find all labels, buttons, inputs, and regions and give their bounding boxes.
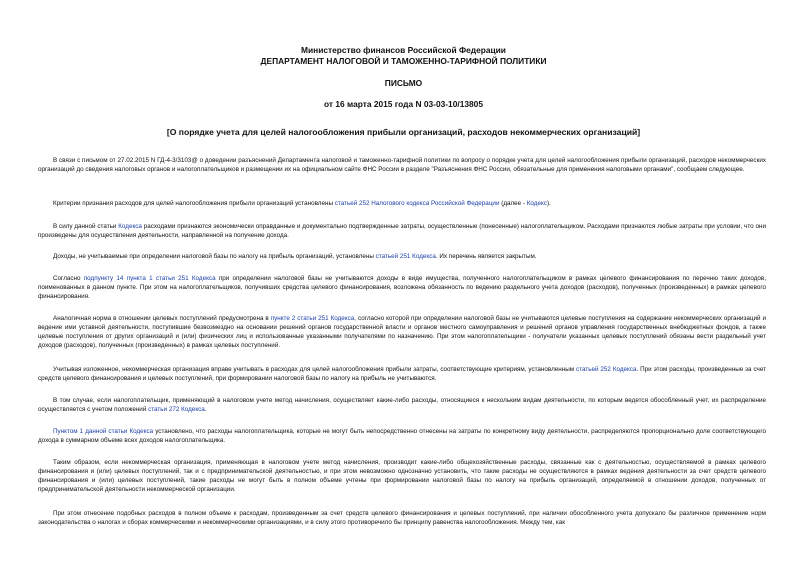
paragraph-text: Аналогичная норма в отношении целевых поступлений предусмотрена в (53, 315, 271, 322)
paragraph-4 (38, 253, 766, 262)
paragraph-8 (38, 397, 766, 415)
paragraph-11 (38, 510, 766, 528)
paragraph-9 (38, 428, 766, 446)
link-article-272[interactable]: статьи 272 Кодекса (148, 405, 205, 413)
document-date: от 16 марта 2015 года N 03-03-10/13805 (324, 99, 483, 109)
paragraph-5 (38, 275, 766, 302)
paragraph-6 (38, 315, 766, 351)
paragraph-2 (38, 200, 766, 209)
paragraph-text: расходами признаются экономически оправданные и документально подтвержденные затраты, осуществленные (понесенные) налогоплательщиком. Расходами признаются любые затраты при условии, что они произведены для осуществления деятельности, направленной на получение дохода. (38, 223, 766, 239)
paragraph-text: (далее - (499, 200, 527, 207)
paragraph-10 (38, 459, 766, 495)
paragraph-text: . При этом расходы, произведенные за счет средств целевого финансирования и целевых поступлений, при формировании налоговой базы по налогу на прибыль не учитываются. (38, 366, 766, 382)
link-subparagraph-14-article-251[interactable]: подпункту 14 пункта 1 статьи 251 Кодекса (83, 275, 216, 282)
paragraph-text: Учитывая изложенное, некоммерческая организация вправе учитывать в расходах для целей налогообложения прибыли затраты, соответствующие критериям, установленным (53, 366, 576, 373)
paragraph-text: Таким образом, если некоммерческая организация, применяющая в налоговом учете метод начисления, производит какие-либо общехозяйственные расходы, связанные как с деятельностью, осуществляемой в рамках целевого финансирования и (или) целевых поступлений, так и с предпринимательской деятельностью, и при этом невозможно однозначно установить, что такие расходы не осуществляются в рамках ведения деятельности за счет средств целевого финансирования и (или) целевых поступлений, такие расходы не могут быть в полном объеме учтены при формировании налоговой базы по налогу на прибыль организаций, определяемой в отношении доходов, полученных от предпринимательской деятельности некоммерческой организации. (38, 459, 766, 493)
department-name: ДЕПАРТАМЕНТ НАЛОГОВОЙ И ТАМОЖЕННО-ТАРИФНОЙ ПОЛИТИКИ (260, 56, 547, 66)
paragraph-text: , согласно которой при определении налоговой базы не учитываются целевые поступления на содержание некоммерческих организаций и ведение ими уставной деятельности, поступившие безвозмездно на основании решений органов государственной власти и органов местного самоуправления и решений органов управления государственных внебюджетных фондов, а также целевые поступления от других организаций и (или) физических лиц и использованные указанными получателями по назначению. При этом налогоплательщики - получатели указанных целевых поступлений обязаны вести раздельный учет доходов (расходов), полученных (произведенных) в рамках целевых поступлений. (38, 315, 767, 349)
paragraph-text: Согласно (53, 275, 84, 282)
link-article-252[interactable]: статьей 252 Кодекса (576, 366, 637, 373)
document-type: ПИСЬМО (384, 78, 423, 88)
link-paragraph-2-article-251[interactable]: пункте 2 статьи 251 Кодекса (270, 315, 355, 322)
link-paragraph-1-article-272[interactable]: Пунктом 1 данной статьи Кодекса (53, 428, 154, 435)
paragraph-1 (38, 157, 766, 175)
paragraph-text: В связи с письмом от 27.02.2015 N ГД-4-3/3103@ о доведении разъяснений Департамента налоговой и таможенно-тарифной политики по вопросу о порядке учета для целей налогообложения прибыли организаций, расходов некоммерческих организаций до сведения налоговых органов и налогоплательщиков и размещении их на официальном сайте ФНС России в разделе "Разъяснения ФНС России, обязательные для применения налоговыми органами", сообщаем следующее. (38, 157, 766, 173)
paragraph-text: установлено, что расходы налогоплательщика, которые не могут быть непосредственно отнесены на затраты по конкретному виду деятельности, распределяются пропорционально доле соответствующего дохода в суммарном объеме всех доходов налогоплательщика. (38, 428, 767, 444)
link-code[interactable]: Кодекс (526, 200, 547, 207)
paragraph-text: Доходы, не учитываемые при определении налоговой базы по налогу на прибыль организаций, установлены (53, 253, 376, 260)
paragraph-text: . Их перечень является закрытым. (435, 253, 537, 260)
paragraph-3 (38, 223, 766, 241)
link-article-251[interactable]: статьей 251 Кодекса (375, 253, 436, 260)
paragraph-text: При этом отнесение подобных расходов в полном объеме к расходам, произведенным за счет средств целевого финансирования и целевых поступлений, при наличии обособленного учета допускало бы различное применение норм законодательства о налогах и сборах коммерческими и некоммерческими организациями, и в силу этого противоречило бы принципу равенства налогообложения. Между тем, как (38, 510, 766, 526)
paragraph-text: при определении налоговой базы не учитываются доходы в виде имущества, полученного налогоплательщиком в рамках целевого финансирования по перечню таких доходов, поименованных в данном пункте. При этом на налогоплательщиков, получивших средства целевого финансирования, возложена обязанность по ведению раздельного учета доходов (расходов), полученных (произведенных) в рамках целевого финансирования. (38, 275, 766, 300)
document-subject: [О порядке учета для целей налогообложения прибыли организаций, расходов некоммерческих организаций] (166, 127, 641, 137)
paragraph-text: В силу данной статьи (53, 223, 119, 230)
paragraph-text: В том случае, если налогоплательщик, применяющий в налоговом учете метод начисления, осуществляет какие-либо расходы, относящиеся к нескольким видам деятельности, по которым ведется обособленный учет, их распределение осуществляется с учетом положений (38, 397, 766, 413)
link-code[interactable]: Кодекса (118, 223, 142, 230)
paragraph-text: ). (546, 200, 551, 207)
link-article-252-tax-code[interactable]: статьей 252 Налогового кодекса Российской Федерации (334, 200, 500, 207)
paragraph-text: Критерии признания расходов для целей налогообложения прибыли организаций установлены (53, 200, 335, 207)
ministry-name: Министерство финансов Российской Федерации (301, 45, 506, 55)
paragraph-7 (38, 366, 766, 384)
paragraph-text: . (204, 405, 207, 413)
